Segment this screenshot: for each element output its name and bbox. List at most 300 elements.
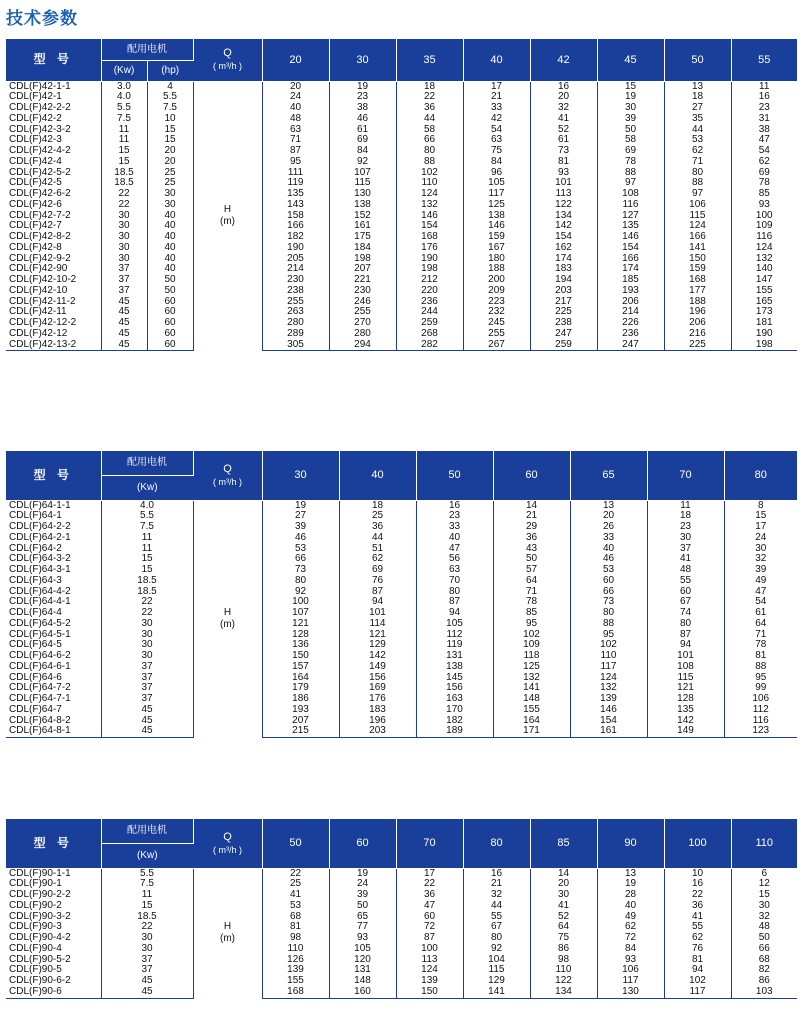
hp-cell: 4 [147,81,193,92]
head-value-cell: 60 [570,576,647,587]
flow-col-header: 30 [262,451,339,500]
head-value-cell: 64 [493,576,570,587]
flow-col-header: 90 [597,819,664,868]
hp-cell: 7.5 [147,103,193,114]
head-value-cell: 62 [664,146,731,157]
head-value-cell: 129 [463,976,530,987]
model-cell: CDL(F)42-11-2 [9,296,76,307]
head-value-cell: 215 [262,726,339,737]
table-row [6,307,797,318]
kw-cell: 45 [101,297,147,308]
kw-cell: 22 [101,608,193,619]
head-value-cell: 183 [530,264,597,275]
flow-col-header: 42 [530,39,597,81]
page-title: 技术参数 [6,9,78,29]
head-value-cell: 245 [463,318,530,329]
head-value-cell: 188 [463,264,530,275]
head-value-cell: 205 [262,254,329,265]
head-value-cell: 68 [262,912,329,923]
head-value-cell: 193 [262,705,339,716]
kw-cell: 45 [101,705,193,716]
head-value-cell: 74 [647,608,724,619]
head-value-cell: 109 [493,640,570,651]
head-value-cell: 87 [416,597,493,608]
head-value-cell: 39 [597,114,664,125]
model-cell: CDL(F)42-6 [9,199,62,210]
head-value-cell: 18 [339,500,416,511]
head-value-cell: 132 [731,254,797,265]
spec-table-cdl90 [6,819,797,999]
head-value-cell: 117 [570,662,647,673]
head-value-cell: 132 [570,683,647,694]
kw-cell: 11 [101,533,193,544]
head-value-cell: 110 [396,178,463,189]
head-value-cell: 28 [597,890,664,901]
head-value-cell: 16 [731,92,797,103]
head-value-cell: 255 [329,307,396,318]
kw-cell: 7.5 [101,114,147,125]
table-row [6,232,797,243]
head-value-cell: 81 [664,955,731,966]
head-value-cell: 141 [493,683,570,694]
table-row [6,912,797,923]
head-value-cell: 62 [664,933,731,944]
head-value-cell: 54 [724,597,797,608]
head-value-cell: 247 [530,329,597,340]
head-value-cell: 206 [664,318,731,329]
head-value-cell: 86 [530,944,597,955]
head-value-cell: 135 [647,705,724,716]
model-cell: CDL(F)64-3 [9,575,62,586]
head-value-cell: 171 [493,726,570,737]
head-value-cell: 44 [396,114,463,125]
head-value-cell: 190 [396,254,463,265]
kw-cell: 37 [101,673,193,684]
head-value-cell: 105 [329,944,396,955]
head-value-cell: 217 [530,297,597,308]
head-value-cell: 198 [396,264,463,275]
head-value-cell: 87 [339,587,416,598]
model-cell: CDL(F)42-90 [9,264,68,275]
kw-cell: 30 [101,221,147,232]
head-value-cell: 92 [329,157,396,168]
head-label-cell [193,81,262,351]
head-value-cell: 200 [463,275,530,286]
model-cell: CDL(F)90-1-1 [9,868,71,879]
head-value-cell: 43 [493,544,570,555]
head-value-cell: 11 [731,81,797,92]
table-row [6,651,797,662]
head-value-cell: 87 [647,630,724,641]
model-cell: CDL(F)42-3-2 [9,124,71,135]
model-cell: CDL(F)42-4-2 [9,146,71,156]
kw-cell: 30 [101,630,193,641]
head-value-cell: 47 [396,901,463,912]
hp-cell: 40 [147,254,193,265]
flow-unit: ( m³/h ) [213,61,242,72]
model-cell: CDL(F)64-8-1 [6,726,101,737]
head-value-cell: 95 [570,630,647,641]
head-value-cell: 166 [262,221,329,232]
head-value-cell: 95 [724,673,797,684]
head-value-cell: 69 [597,146,664,157]
hp-cell: 40 [147,221,193,232]
head-value-cell: 88 [724,662,797,673]
kw-cell: 22 [101,922,193,933]
model-cell: CDL(F)42-5 [9,178,62,189]
model-cell: CDL(F)90-6 [6,987,101,998]
head-value-cell: 23 [416,511,493,522]
head-value-cell: 52 [530,125,597,136]
kw-cell: 18.5 [101,587,193,598]
table-row [6,662,797,673]
head-unit: (m) [220,933,235,945]
kw-cell: 37 [101,955,193,966]
head-value-cell: 73 [262,565,339,576]
flow-col-header: 100 [664,819,731,868]
table-row [6,565,797,576]
head-value-cell: 110 [570,651,647,662]
kw-unit-header: (Kw) [101,475,193,500]
head-value-cell: 259 [396,318,463,329]
model-header: 型 号 [6,39,101,81]
flow-col-header: 20 [262,39,329,81]
motor-header: 配用电机 [101,39,193,60]
table-row [6,125,797,136]
model-cell: CDL(F)90-5-2 [9,954,71,965]
table-row [6,114,797,125]
table-row [6,965,797,976]
head-value-cell: 150 [262,651,339,662]
head-value-cell: 139 [262,965,329,976]
flow-symbol: Q [223,47,232,60]
head-value-cell: 51 [339,544,416,555]
table-row [6,168,797,179]
head-value-cell: 179 [262,683,339,694]
head-value-cell: 48 [731,922,797,933]
head-value-cell: 58 [396,125,463,136]
head-value-cell: 101 [530,178,597,189]
kw-cell: 11 [101,544,193,555]
head-value-cell: 73 [530,146,597,157]
head-value-cell: 117 [597,976,664,987]
model-cell: CDL(F)42-11 [9,307,67,318]
head-value-cell: 305 [262,340,329,351]
kw-unit-header: (Kw) [101,843,193,868]
head-value-cell: 33 [416,522,493,533]
head-value-cell: 125 [493,662,570,673]
head-value-cell: 148 [493,694,570,705]
head-value-cell: 50 [493,554,570,565]
head-value-cell: 48 [647,565,724,576]
head-value-cell: 15 [724,511,797,522]
head-value-cell: 108 [647,662,724,673]
head-value-cell: 121 [339,630,416,641]
head-value-cell: 164 [493,716,570,727]
head-value-cell: 124 [731,243,797,254]
head-value-cell: 93 [731,200,797,211]
head-value-cell: 107 [329,168,396,179]
table-row [6,135,797,146]
table-row [6,630,797,641]
head-value-cell: 10 [664,868,731,879]
head-value-cell: 141 [664,243,731,254]
head-value-cell: 155 [493,705,570,716]
head-value-cell: 143 [262,200,329,211]
head-value-cell: 87 [396,933,463,944]
flow-header [193,819,262,868]
head-value-cell: 209 [463,286,530,297]
model-header: 型 号 [6,451,101,500]
head-value-cell: 132 [396,200,463,211]
table-row [6,640,797,651]
head-value-cell: 65 [329,912,396,923]
head-value-cell: 84 [597,944,664,955]
head-value-cell: 22 [664,890,731,901]
table-row [6,879,797,890]
head-value-cell: 46 [262,533,339,544]
head-value-cell: 101 [339,608,416,619]
table-row [6,297,797,308]
head-value-cell: 46 [329,114,396,125]
hp-cell: 60 [147,340,193,351]
head-value-cell: 80 [647,619,724,630]
head-value-cell: 128 [647,694,724,705]
kw-cell: 30 [101,619,193,630]
head-value-cell: 77 [329,922,396,933]
model-cell: CDL(F)42-1 [9,92,62,103]
table-body [6,868,797,998]
head-value-cell: 117 [664,987,731,998]
head-value-cell: 49 [597,912,664,923]
head-value-cell: 150 [396,987,463,998]
head-value-cell: 154 [570,716,647,727]
kw-cell: 45 [101,726,193,737]
head-value-cell: 80 [396,146,463,157]
head-value-cell: 20 [530,879,597,890]
head-value-cell: 97 [597,178,664,189]
table-row [6,254,797,265]
head-value-cell: 93 [329,933,396,944]
model-cell: CDL(F)64-5-2 [9,618,71,629]
head-value-cell: 146 [597,232,664,243]
head-value-cell: 38 [731,125,797,136]
table-row [6,890,797,901]
head-value-cell: 39 [329,890,396,901]
head-value-cell: 109 [731,221,797,232]
head-value-cell: 100 [396,944,463,955]
hp-cell: 20 [147,146,193,157]
flow-col-header: 80 [724,451,797,500]
kw-cell: 45 [101,318,147,329]
head-value-cell: 190 [731,329,797,340]
head-value-cell: 48 [262,114,329,125]
table-row [6,944,797,955]
head-value-cell: 14 [493,500,570,511]
head-value-cell: 166 [664,232,731,243]
head-value-cell: 120 [329,955,396,966]
head-value-cell: 174 [597,264,664,275]
head-value-cell: 30 [731,901,797,912]
head-value-cell: 47 [416,544,493,555]
head-value-cell: 29 [493,522,570,533]
head-value-cell: 294 [329,340,396,351]
head-value-cell: 110 [530,965,597,976]
head-value-cell: 50 [597,125,664,136]
head-value-cell: 42 [463,114,530,125]
head-value-cell: 94 [339,597,416,608]
model-cell: CDL(F)42-4 [9,156,62,167]
head-value-cell: 206 [597,297,664,308]
hp-cell: 10 [147,114,193,125]
head-value-cell: 198 [329,254,396,265]
flow-col-header: 60 [493,451,570,500]
head-value-cell: 20 [530,92,597,103]
table-row [6,81,797,92]
kw-cell: 30 [101,211,147,222]
table-row [6,901,797,912]
head-value-cell: 102 [396,168,463,179]
head-label-cell [193,500,262,738]
head-value-cell: 96 [463,168,530,179]
head-value-cell: 80 [463,933,530,944]
head-value-cell: 50 [329,901,396,912]
flow-col-header: 85 [530,819,597,868]
table-row [6,221,797,232]
kw-cell: 11 [101,125,147,136]
model-cell: CDL(F)42-13-2 [6,340,101,351]
head-value-cell: 62 [339,554,416,565]
head-value-cell: 55 [664,922,731,933]
head-value-cell: 36 [664,901,731,912]
head-value-cell: 212 [396,275,463,286]
model-cell: CDL(F)90-3 [9,922,62,933]
head-value-cell: 124 [570,673,647,684]
head-value-cell: 182 [262,232,329,243]
kw-cell: 30 [101,651,193,662]
head-value-cell: 107 [262,608,339,619]
head-value-cell: 103 [731,987,797,998]
head-value-cell: 47 [724,587,797,598]
head-value-cell: 173 [731,307,797,318]
kw-cell: 30 [101,243,147,254]
head-value-cell: 130 [597,987,664,998]
head-value-cell: 116 [731,232,797,243]
head-value-cell: 230 [262,275,329,286]
head-value-cell: 69 [731,168,797,179]
head-value-cell: 81 [724,651,797,662]
head-value-cell: 31 [731,114,797,125]
table-row [6,987,797,998]
head-value-cell: 156 [339,673,416,684]
head-value-cell: 115 [647,673,724,684]
hp-cell: 60 [147,307,193,318]
head-value-cell: 63 [416,565,493,576]
model-cell: CDL(F)64-7-1 [9,694,71,704]
head-value-cell: 159 [463,232,530,243]
head-value-cell: 175 [329,232,396,243]
head-value-cell: 54 [463,125,530,136]
head-value-cell: 135 [262,189,329,200]
model-cell: CDL(F)90-3-2 [9,911,71,922]
head-value-cell: 94 [664,965,731,976]
model-cell: CDL(F)42-10 [9,285,68,296]
head-value-cell: 142 [339,651,416,662]
head-value-cell: 26 [570,522,647,533]
head-value-cell: 40 [597,901,664,912]
model-cell: CDL(F)42-2-2 [9,103,71,113]
model-cell: CDL(F)64-2 [9,543,62,554]
head-value-cell: 127 [597,211,664,222]
head-value-cell: 67 [463,922,530,933]
head-value-cell: 135 [597,221,664,232]
head-value-cell: 289 [262,329,329,340]
head-value-cell: 129 [339,640,416,651]
head-value-cell: 76 [664,944,731,955]
head-value-cell: 61 [530,135,597,146]
head-value-cell: 163 [416,694,493,705]
head-value-cell: 236 [396,297,463,308]
table-row [6,705,797,716]
head-value-cell: 23 [731,103,797,114]
head-value-cell: 17 [724,522,797,533]
kw-cell: 5.5 [101,103,147,114]
head-value-cell: 134 [530,987,597,998]
head-value-cell: 52 [530,912,597,923]
head-value-cell: 155 [731,286,797,297]
model-cell: CDL(F)42-7 [9,221,62,232]
head-value-cell: 16 [530,81,597,92]
head-value-cell: 13 [570,500,647,511]
head-value-cell: 102 [664,976,731,987]
head-value-cell: 152 [329,211,396,222]
kw-cell: 37 [101,264,147,275]
head-value-cell: 72 [396,922,463,933]
head-value-cell: 75 [530,933,597,944]
model-cell: CDL(F)42-1-1 [9,81,71,92]
head-value-cell: 62 [731,157,797,168]
kw-cell: 45 [101,340,147,351]
head-value-cell: 176 [396,243,463,254]
head-value-cell: 117 [463,189,530,200]
head-value-cell: 64 [724,619,797,630]
head-value-cell: 154 [396,221,463,232]
model-cell: CDL(F)42-9-2 [9,253,71,264]
head-value-cell: 16 [463,868,530,879]
table-row [6,329,797,340]
model-cell: CDL(F)64-3-2 [9,554,71,565]
head-label-cell [193,868,262,998]
head-value-cell: 78 [493,597,570,608]
head-value-cell: 61 [329,125,396,136]
kw-cell: 37 [101,286,147,297]
flow-col-header: 70 [647,451,724,500]
head-value-cell: 196 [664,307,731,318]
head-value-cell: 70 [416,576,493,587]
kw-cell: 22 [101,200,147,211]
hp-unit-header: (hp) [147,60,193,81]
head-value-cell: 115 [329,178,396,189]
head-value-cell: 41 [530,114,597,125]
head-value-cell: 168 [262,987,329,998]
kw-cell: 15 [101,157,147,168]
head-value-cell: 16 [664,879,731,890]
model-cell: CDL(F)64-6-2 [9,651,71,661]
head-value-cell: 80 [570,608,647,619]
kw-cell: 5.5 [101,868,193,879]
head-value-cell: 14 [530,868,597,879]
head-value-cell: 203 [339,726,416,737]
